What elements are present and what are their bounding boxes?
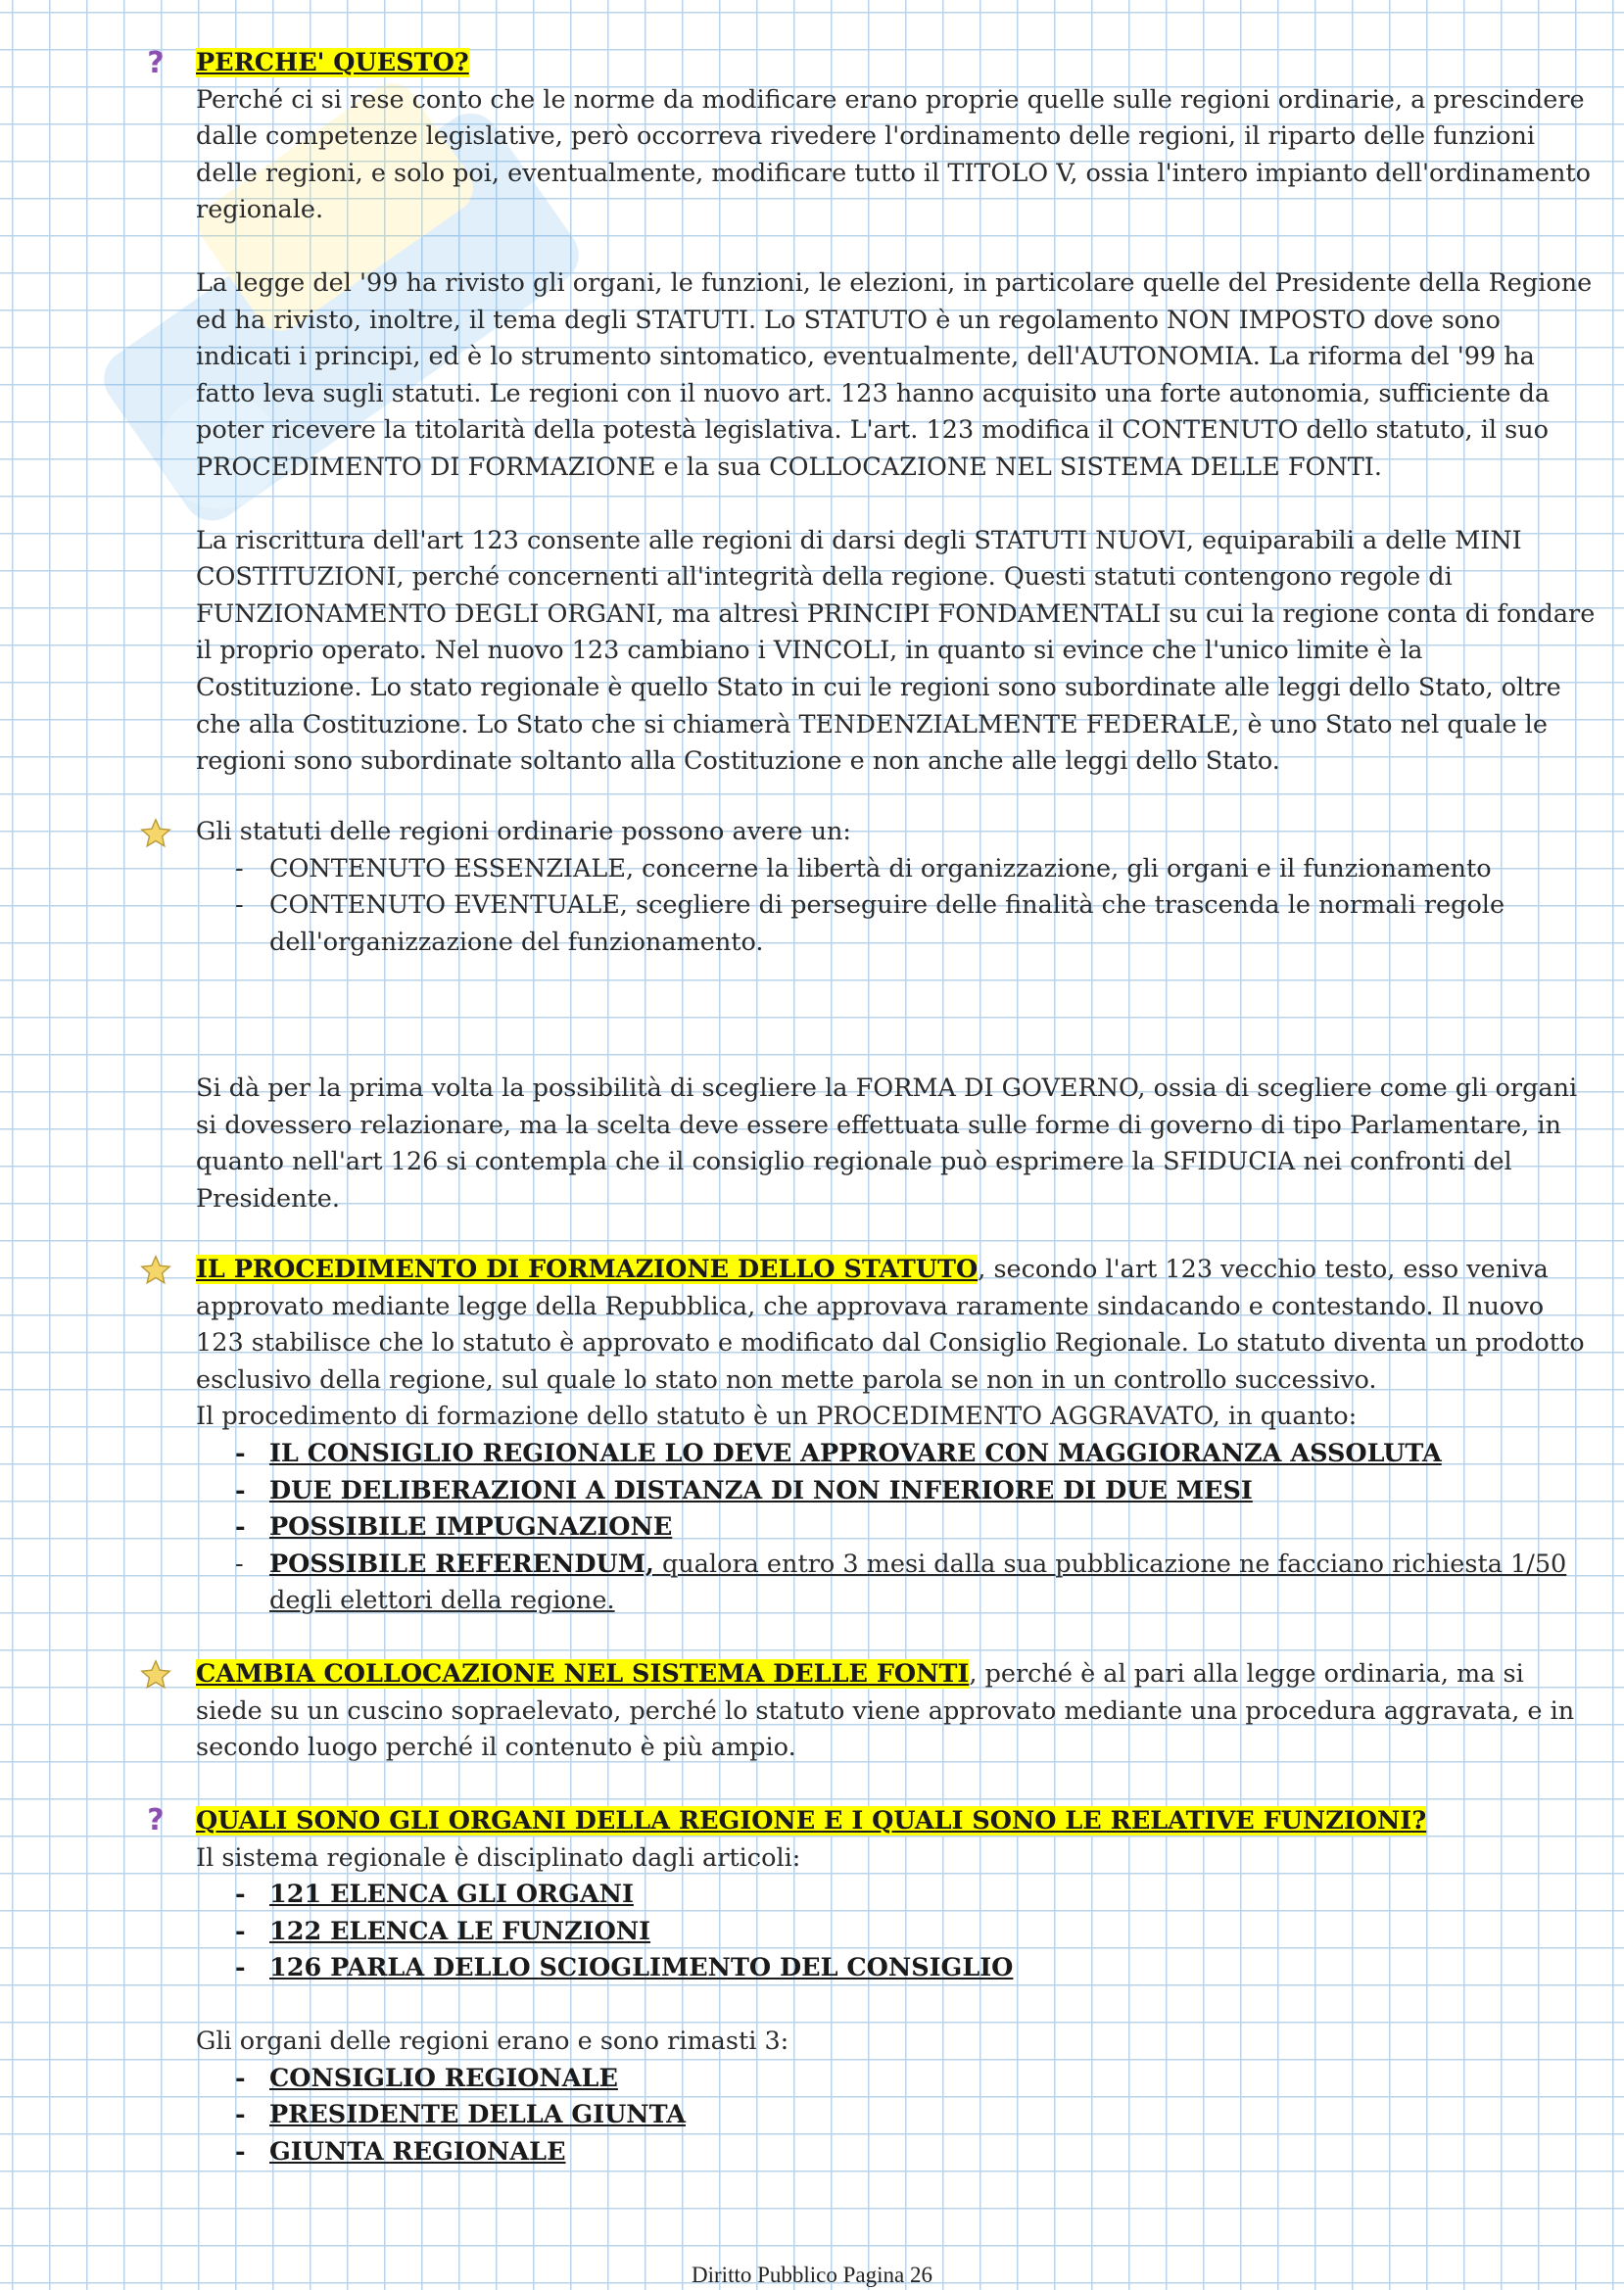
paragraph: Il sistema regionale è disciplinato dagli articoli:: [196, 1842, 801, 1873]
question-mark-icon: ?: [147, 46, 165, 80]
section-collocazione: [196, 1656, 1597, 1767]
list-item: - 122 ELENCA LE FUNZIONI: [235, 1914, 1597, 1951]
list-organi: [196, 2061, 1597, 2171]
heading-collocazione: CAMBIA COLLOCAZIONE NEL SISTEMA DELLE FONTI: [196, 1659, 970, 1689]
list-item: - 121 ELENCA GLI ORGANI: [235, 1877, 1597, 1914]
list-item: - IL CONSIGLIO REGIONALE LO DEVE APPROVARE CON MAGGIORANZA ASSOLUTA: [235, 1436, 1597, 1473]
paragraph-text: , perché è al pari alla legge ordinaria, ma si siede su un cuscino sopraelevato, perché lo statuto viene approvato mediante una procedura aggravata, e in secondo luogo perché il contenuto è più ampio.: [196, 1659, 1575, 1763]
section-statuti: [196, 814, 1597, 961]
star-icon: [139, 817, 172, 850]
question-mark-icon: ?: [147, 1803, 165, 1837]
section-governo: [196, 1071, 1597, 1217]
list-item: - DUE DELIBERAZIONI A DISTANZA DI NON INFERIORE DI DUE MESI: [235, 1473, 1597, 1510]
heading-procedimento: IL PROCEDIMENTO DI FORMAZIONE DELLO STATUTO: [196, 1255, 979, 1284]
star-icon: [139, 1254, 172, 1287]
list-item-rest: qualora entro 3 mesi dalla sua pubblicazione ne facciano richiesta 1/50 degli elettori della regione.: [269, 1549, 1567, 1616]
list-contenuti: [196, 851, 1597, 962]
list-item: - 126 PARLA DELLO SCIOGLIMENTO DEL CONSIGLIO: [235, 1950, 1597, 1987]
list-articoli: [196, 1877, 1597, 1987]
list-procedimento: [196, 1436, 1597, 1620]
heading-perche: PERCHE' QUESTO?: [196, 48, 469, 77]
list-item: - GIUNTA REGIONALE: [235, 2134, 1597, 2171]
paragraph: Perché ci si rese conto che le norme da modificare erano proprie quelle sulle regioni ordinarie, a prescindere dalle competenze legislative, però occorreva rivedere l'ordinamento delle regioni, il riparto delle funzioni delle regioni, e solo poi, eventualmente, modificare tutto il TITOLO V, ossia l'intero impianto dell'ordinamento regionale.: [196, 84, 1591, 225]
list-item-bold: POSSIBILE REFERENDUM,: [269, 1549, 654, 1579]
heading-organi: QUALI SONO GLI ORGANI DELLA REGIONE E I QUALI SONO LE RELATIVE FUNZIONI?: [196, 1806, 1427, 1836]
list-item: - CONTENUTO EVENTUALE, scegliere di perseguire delle finalità che trascenda le normali regole dell'organizzazione del funzionamento.: [235, 887, 1597, 961]
star-icon: [139, 1658, 172, 1692]
section-organi: [196, 1803, 1597, 2171]
list-item: - CONSIGLIO REGIONALE: [235, 2061, 1597, 2098]
paragraph: Gli organi delle regioni erano e sono rimasti 3:: [196, 2026, 789, 2056]
paragraph: Si dà per la prima volta la possibilità di scegliere la FORMA DI GOVERNO, ossia di scegliere come gli organi si dovessero relazionare, ma la scelta deve essere effettuata sulle forme di governo di tipo Parlamentare, in quanto nell'art 126 si contempla che il consiglio regionale può esprimere la SFIDUCIA nei confronti del Presidente.: [196, 1073, 1578, 1214]
page-footer: Diritto Pubblico Pagina 26: [692, 2263, 932, 2287]
list-item: - POSSIBILE IMPUGNAZIONE: [235, 1509, 1597, 1547]
list-item: - PRESIDENTE DELLA GIUNTA: [235, 2097, 1597, 2134]
paragraph-text: , secondo l'art 123 vecchio testo, esso veniva approvato mediante legge della Repubblica, che approvava raramente sindacando e contestando. Il nuovo 123 stabilisce che lo statuto è approvato e modificato dal Consiglio Regionale. Lo statuto diventa un prodotto esclusivo della regione, sul quale lo stato non mette parola se non in un controllo successivo.: [196, 1255, 1585, 1395]
paragraph: Il procedimento di formazione dello statuto è un PROCEDIMENTO AGGRAVATO, in quanto:: [196, 1402, 1358, 1432]
paragraph: La riscrittura dell'art 123 consente alle regioni di darsi degli STATUTI NUOVI, equiparabili a delle MINI COSTITUZIONI, perché concernenti all'integrità della regione. Questi statuti contengono regole di FUNZIONAMENTO DEGLI ORGANI, ma altresì PRINCIPI FONDAMENTALI su cui la regione conta di fondare il proprio operato. Nel nuovo 123 cambiano i VINCOLI, in quanto si evince che l'unico limite è la Costituzione. Lo stato regionale è quello Stato in cui le regioni sono subordinate alle leggi dello Stato, oltre che alla Costituzione. Lo Stato che si chiamerà TENDENZIALMENTE FEDERALE, è uno Stato nel quale le regioni sono subordinate soltanto alla Costituzione e non anche alle leggi dello Stato.: [196, 525, 1596, 777]
list-item: - CONTENUTO ESSENZIALE, concerne la libertà di organizzazione, gli organi e il funzionamento: [235, 851, 1597, 888]
paragraph: La legge del '99 ha rivisto gli organi, le funzioni, le elezioni, in particolare quelle del Presidente della Regione ed ha rivisto, inoltre, il tema degli STATUTI. Lo STATUTO è un regolamento NON IMPOSTO dove sono indicati i principi, ed è lo strumento sintomatico, eventualmente, dell'AUTONOMIA. La riforma del '99 ha fatto leva sugli statuti. Le regioni con il nuovo art. 123 hanno acquisito una forte autonomia, sufficiente da poter ricevere la titolarità della potestà legislativa. L'art. 123 modifica il CONTENUTO dello statuto, il suo PROCEDIMENTO DI FORMAZIONE e la sua COLLOCAZIONE NEL SISTEMA DELLE FONTI.: [196, 267, 1593, 482]
section-perche: [196, 45, 1597, 781]
section-procedimento: [196, 1252, 1597, 1620]
list-item: [235, 1547, 1597, 1620]
paragraph: Gli statuti delle regioni ordinarie possono avere un:: [196, 817, 852, 846]
